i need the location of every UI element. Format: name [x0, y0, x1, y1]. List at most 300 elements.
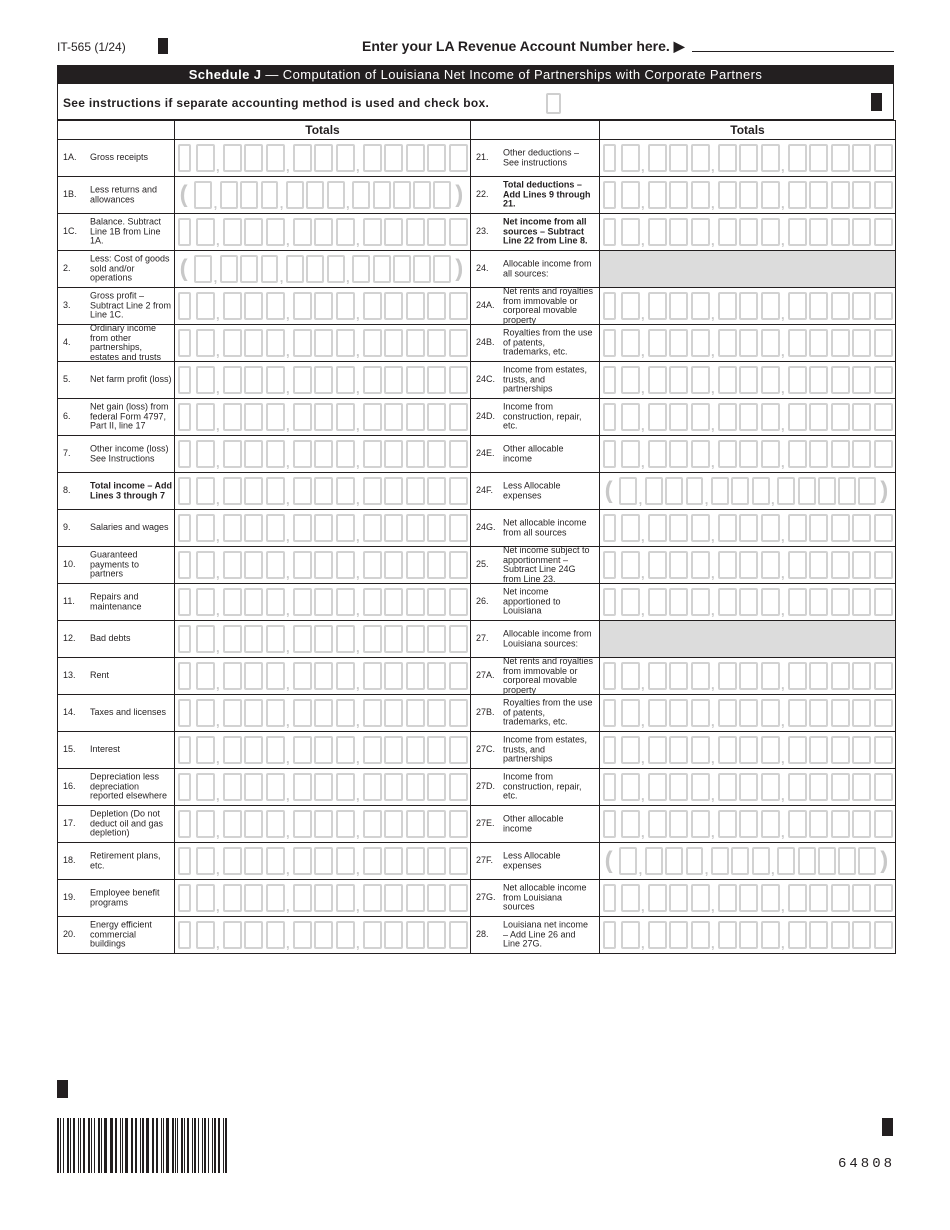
right-amount-field[interactable]: [600, 769, 895, 805]
barcode-bar: [104, 1118, 107, 1173]
right-line-label: [471, 917, 600, 954]
account-number-field[interactable]: [692, 51, 894, 52]
barcode-bar: [194, 1118, 197, 1173]
right-amount-cell: [600, 473, 896, 510]
right-amount-field[interactable]: [600, 547, 895, 583]
left-line-label: [58, 621, 175, 658]
line-description: Interest: [90, 744, 121, 755]
barcode-bar: [142, 1118, 144, 1173]
right-amount-cell: [600, 769, 896, 806]
barcode-bar: [131, 1118, 132, 1173]
line-description: Net rents and royalties from immovable or corporeal movable property: [503, 285, 594, 325]
right-amount-cell: [600, 288, 896, 325]
barcode-bar: [111, 1118, 113, 1173]
barcode-bar: [198, 1118, 199, 1173]
form-code: 64808: [838, 1156, 896, 1172]
left-line-label: [58, 473, 175, 510]
form-row: [58, 399, 896, 436]
right-totals-header: Totals: [600, 121, 896, 140]
left-amount-field[interactable]: ( , , , ): [175, 177, 470, 213]
barcode-bar: [192, 1118, 193, 1173]
line-number: 27F.: [476, 855, 494, 866]
line-description: Other income (loss) See Instructions: [90, 443, 169, 463]
barcode-bar: [181, 1118, 183, 1173]
left-line-label: [58, 732, 175, 769]
left-amount-field[interactable]: [175, 140, 470, 176]
left-amount-field[interactable]: [175, 362, 470, 398]
right-line-label: [471, 325, 600, 362]
barcode-bar: [88, 1118, 91, 1173]
barcode-bar: [73, 1118, 75, 1173]
barcode-bar: [177, 1118, 178, 1173]
line-number: 1A.: [63, 152, 77, 163]
barcode-bar: [94, 1118, 95, 1173]
right-line-label: [471, 473, 600, 510]
schedule-title-bold: Schedule J: [188, 67, 262, 82]
barcode-bar: [110, 1118, 111, 1173]
right-line-label: [471, 806, 600, 843]
line-description: Gross receipts: [90, 152, 149, 163]
line-description: Louisiana net income – Add Line 26 and Line 27G.: [503, 919, 589, 949]
line-number: 4.: [63, 337, 71, 348]
right-amount-field[interactable]: [600, 399, 895, 435]
left-amount-cell: [175, 177, 471, 214]
right-amount-field[interactable]: [600, 436, 895, 472]
right-line-label: [471, 251, 600, 288]
right-amount-field[interactable]: [600, 140, 895, 176]
right-line-label: [471, 880, 600, 917]
barcode-bar: [63, 1118, 64, 1173]
line-number: 21.: [476, 152, 489, 163]
left-amount-cell: [175, 362, 471, 399]
right-line-label: [471, 843, 600, 880]
shaded-cell: [600, 621, 896, 658]
barcode-bar: [153, 1118, 154, 1173]
left-amount-cell: [175, 806, 471, 843]
line-description: Allocable income from all sources:: [503, 258, 592, 278]
right-amount-field[interactable]: [600, 584, 895, 620]
line-number: 27B.: [476, 707, 495, 718]
barcode-bar: [223, 1118, 224, 1173]
barcode-bar: [146, 1118, 149, 1173]
left-amount-cell: [175, 769, 471, 806]
form-row: [58, 584, 896, 621]
registration-mark: [158, 38, 168, 54]
line-number: 3.: [63, 300, 71, 311]
right-amount-field[interactable]: [600, 325, 895, 361]
left-line-label: [58, 214, 175, 251]
barcode-bar: [125, 1118, 128, 1173]
form-row: [58, 658, 896, 695]
line-description: Net farm profit (loss): [90, 374, 172, 385]
line-description: Retirement plans, etc.: [90, 850, 161, 870]
line-number: 12.: [63, 633, 76, 644]
line-number: 24G.: [476, 522, 496, 533]
left-amount-field[interactable]: [175, 399, 470, 435]
form-row: [58, 436, 896, 473]
form-row: [58, 140, 896, 177]
barcode-bar: [202, 1118, 203, 1173]
right-amount-field[interactable]: [600, 510, 895, 546]
form-id: IT-565 (1/24): [57, 40, 126, 54]
right-amount-cell: [600, 362, 896, 399]
left-amount-field[interactable]: [175, 436, 470, 472]
left-line-label: [58, 806, 175, 843]
line-number: 27.: [476, 633, 489, 644]
right-amount-field[interactable]: [600, 880, 895, 916]
line-description: Royalties from the use of patents, trademarks, etc.: [503, 697, 593, 727]
barcode-bar: [218, 1118, 221, 1173]
barcode-bar: [83, 1118, 85, 1173]
form-row: [58, 769, 896, 806]
barcode-bar: [57, 1118, 59, 1173]
line-description: Depreciation less depreciation reported elsewhere: [90, 771, 168, 801]
right-amount-field[interactable]: [600, 732, 895, 768]
barcode-bar: [98, 1118, 100, 1173]
right-line-label: [471, 140, 600, 177]
line-number: 26.: [476, 596, 489, 607]
right-amount-field[interactable]: [600, 177, 895, 213]
right-amount-field[interactable]: [600, 288, 895, 324]
line-number: 24D.: [476, 411, 496, 422]
line-number: 24.: [476, 263, 489, 274]
left-line-label: [58, 362, 175, 399]
form-row: [58, 288, 896, 325]
line-description: Gross profit – Subtract Line 2 from Line 1C.: [90, 290, 172, 320]
left-amount-field[interactable]: [175, 917, 470, 953]
right-amount-cell: [600, 658, 896, 695]
form-row: [58, 510, 896, 547]
left-amount-cell: [175, 880, 471, 917]
barcode-bar: [152, 1118, 153, 1173]
line-number: 27D.: [476, 781, 496, 792]
line-description: Total deductions – Add Lines 9 through 21.: [503, 179, 591, 209]
right-amount-cell: [600, 436, 896, 473]
left-line-label: [58, 140, 175, 177]
barcode: [57, 1118, 229, 1173]
line-description: Rent: [90, 670, 110, 681]
line-description: Balance. Subtract Line 1B from Line 1A.: [90, 216, 162, 246]
line-description: Repairs and maintenance: [90, 591, 142, 611]
form-row: [58, 214, 896, 251]
line-number: 6.: [63, 411, 71, 422]
right-line-label: [471, 436, 600, 473]
schedule-title: [57, 65, 894, 84]
line-number: 20.: [63, 929, 76, 940]
line-description: Guaranteed payments to partners: [90, 549, 140, 579]
left-amount-cell: [175, 732, 471, 769]
right-amount-field[interactable]: [600, 658, 895, 694]
left-amount-field[interactable]: [175, 658, 470, 694]
left-amount-field[interactable]: [175, 621, 470, 657]
left-amount-cell: [175, 843, 471, 880]
barcode-bar: [204, 1118, 206, 1173]
form-row: [58, 251, 896, 288]
form-row: [58, 917, 896, 954]
line-description: Income from estates, trusts, and partnerships: [503, 734, 588, 764]
line-description: Other deductions – See instructions: [503, 147, 580, 167]
left-totals-header: Totals: [175, 121, 471, 140]
line-description: Net gain (loss) from federal Form 4797, Part II, line 17: [90, 401, 169, 431]
line-number: 7.: [63, 448, 71, 459]
line-description: Net allocable income from Louisiana sources: [503, 882, 587, 912]
right-amount-field[interactable]: [600, 695, 895, 731]
left-amount-field[interactable]: [175, 769, 470, 805]
line-number: 24C.: [476, 374, 496, 385]
right-amount-cell: [600, 806, 896, 843]
line-number: 5.: [63, 374, 71, 385]
line-number: 8.: [63, 485, 71, 496]
right-amount-field[interactable]: ( , , , ): [600, 473, 895, 509]
line-description: Less Allocable expenses: [503, 480, 561, 500]
line-number: 11.: [63, 596, 75, 607]
line-number: 2.: [63, 263, 71, 274]
form-row: [58, 547, 896, 584]
left-amount-field[interactable]: ( , , , ): [175, 251, 470, 287]
line-number: 17.: [63, 818, 76, 829]
right-amount-cell: [600, 399, 896, 436]
left-line-label: [58, 584, 175, 621]
left-amount-field[interactable]: [175, 584, 470, 620]
barcode-bar: [60, 1118, 61, 1173]
right-amount-cell: [600, 547, 896, 584]
line-description: Less Allocable expenses: [503, 850, 561, 870]
form-row: [58, 806, 896, 843]
right-amount-cell: [600, 695, 896, 732]
line-description: Taxes and licenses: [90, 707, 167, 718]
right-amount-cell: [600, 510, 896, 547]
left-amount-field[interactable]: [175, 843, 470, 879]
line-description: Income from construction, repair, etc.: [503, 401, 582, 431]
left-amount-cell: [175, 251, 471, 288]
left-amount-field[interactable]: [175, 880, 470, 916]
header-spacer: [471, 121, 600, 140]
separate-accounting-note: See instructions if separate accounting method is used and check box.: [63, 96, 490, 110]
line-description: Less: Cost of goods sold and/or operations: [90, 253, 170, 283]
registration-mark: [871, 93, 882, 111]
left-amount-field[interactable]: [175, 695, 470, 731]
left-line-label: [58, 658, 175, 695]
line-number: 18.: [63, 855, 76, 866]
right-amount-field[interactable]: [600, 214, 895, 250]
line-description: Royalties from the use of patents, trademarks, etc.: [503, 327, 593, 357]
line-number: 24F.: [476, 485, 494, 496]
line-number: 14.: [63, 707, 76, 718]
line-description: Other allocable income: [503, 813, 564, 833]
line-number: 22.: [476, 189, 489, 200]
barcode-bar: [101, 1118, 102, 1173]
line-description: Net income apportioned to Louisiana: [503, 586, 561, 616]
line-number: 24E.: [476, 448, 495, 459]
line-description: Income from construction, repair, etc.: [503, 771, 582, 801]
line-number: 25.: [476, 559, 489, 570]
line-description: Employee benefit programs: [90, 887, 160, 907]
left-amount-field[interactable]: [175, 510, 470, 546]
right-amount-cell: [600, 325, 896, 362]
right-amount-cell: [600, 917, 896, 954]
left-amount-cell: [175, 695, 471, 732]
left-amount-cell: [175, 140, 471, 177]
left-amount-cell: [175, 473, 471, 510]
line-number: 1C.: [63, 226, 78, 237]
form-row: [58, 880, 896, 917]
line-description: Net income from all sources – Subtract Line 22 from Line 8.: [503, 216, 588, 246]
line-number: 1B.: [63, 189, 77, 200]
barcode-bar: [212, 1118, 213, 1173]
barcode-bar: [91, 1118, 92, 1173]
right-line-label: [471, 362, 600, 399]
left-amount-cell: [175, 436, 471, 473]
registration-mark: [882, 1118, 893, 1136]
right-amount-cell: [600, 177, 896, 214]
left-amount-cell: [175, 547, 471, 584]
line-description: Less returns and allowances: [90, 184, 158, 204]
schedule-j-table: [57, 120, 896, 954]
right-amount-field[interactable]: [600, 806, 895, 842]
left-amount-field[interactable]: [175, 214, 470, 250]
left-line-label: [58, 769, 175, 806]
left-amount-field[interactable]: [175, 732, 470, 768]
form-row: [58, 843, 896, 880]
account-number-prompt: Enter your LA Revenue Account Number here. ▶: [362, 38, 685, 54]
line-number: 27G.: [476, 892, 496, 903]
left-amount-cell: [175, 325, 471, 362]
form-row: [58, 177, 896, 214]
barcode-bar: [140, 1118, 141, 1173]
barcode-bar: [225, 1118, 227, 1173]
line-description: Bad debts: [90, 633, 131, 644]
left-amount-cell: [175, 584, 471, 621]
right-line-label: [471, 399, 600, 436]
line-number: 24A.: [476, 300, 495, 311]
barcode-bar: [135, 1118, 137, 1173]
right-line-label: [471, 510, 600, 547]
left-line-label: [58, 177, 175, 214]
line-description: Energy efficient commercial buildings: [90, 919, 152, 949]
line-number: 27A.: [476, 670, 495, 681]
barcode-bar: [163, 1118, 164, 1173]
left-line-label: [58, 695, 175, 732]
left-amount-cell: [175, 917, 471, 954]
right-line-label: [471, 285, 600, 325]
right-line-label: [471, 544, 600, 584]
right-amount-field[interactable]: [600, 362, 895, 398]
line-description: Net allocable income from all sources: [503, 517, 587, 537]
shaded-cell: [600, 251, 896, 288]
form-row: [58, 732, 896, 769]
left-line-label: [58, 547, 175, 584]
right-line-label: [471, 584, 600, 621]
left-amount-field[interactable]: [175, 325, 470, 361]
line-description: Net income subject to apportionment – Subtract Line 24G from Line 23.: [503, 544, 590, 584]
line-description: Salaries and wages: [90, 522, 169, 533]
form-row: [58, 325, 896, 362]
left-amount-field[interactable]: [175, 473, 470, 509]
barcode-bar: [175, 1118, 176, 1173]
line-description: Other allocable income: [503, 443, 564, 463]
left-amount-field[interactable]: [175, 806, 470, 842]
line-description: Ordinary income from other partnerships, estates and trusts: [90, 322, 162, 362]
left-amount-cell: [175, 510, 471, 547]
left-amount-cell: [175, 621, 471, 658]
separate-accounting-checkbox[interactable]: [546, 93, 561, 114]
barcode-bar: [166, 1118, 169, 1173]
left-line-label: [58, 288, 175, 325]
left-line-label: [58, 880, 175, 917]
left-amount-field[interactable]: [175, 547, 470, 583]
line-number: 16.: [63, 781, 76, 792]
left-amount-cell: [175, 214, 471, 251]
right-line-label: [471, 177, 600, 214]
right-amount-field[interactable]: [600, 917, 895, 953]
barcode-bar: [70, 1118, 71, 1173]
line-description: Income from estates, trusts, and partnerships: [503, 364, 588, 394]
left-line-label: [58, 436, 175, 473]
line-description: Net rents and royalties from immovable or corporeal movable property: [503, 655, 594, 695]
left-amount-cell: [175, 399, 471, 436]
line-number: 27C.: [476, 744, 496, 755]
form-row: [58, 473, 896, 510]
barcode-bar: [80, 1118, 81, 1173]
line-number: 15.: [63, 744, 76, 755]
left-line-label: [58, 917, 175, 954]
right-amount-field[interactable]: ( , , , ): [600, 843, 895, 879]
line-number: 27E.: [476, 818, 495, 829]
form-row: [58, 362, 896, 399]
right-line-label: [471, 214, 600, 251]
barcode-bar: [67, 1118, 70, 1173]
barcode-bar: [132, 1118, 133, 1173]
left-line-label: [58, 399, 175, 436]
left-line-label: [58, 251, 175, 288]
right-line-label: [471, 695, 600, 732]
right-line-label: [471, 621, 600, 658]
registration-mark: [57, 1080, 68, 1098]
right-amount-cell: [600, 843, 896, 880]
right-line-label: [471, 769, 600, 806]
line-description: Allocable income from Louisiana sources:: [503, 628, 592, 648]
right-amount-cell: [600, 140, 896, 177]
barcode-bar: [122, 1118, 123, 1173]
line-number: 13.: [63, 670, 76, 681]
line-number: 9.: [63, 522, 71, 533]
barcode-bar: [115, 1118, 117, 1173]
schedule-title-rest: — Computation of Louisiana Net Income of Partnerships with Corporate Partners: [261, 67, 763, 82]
line-number: 24B.: [476, 337, 495, 348]
form-row: [58, 695, 896, 732]
right-amount-cell: [600, 880, 896, 917]
barcode-bar: [161, 1118, 162, 1173]
right-amount-cell: [600, 732, 896, 769]
barcode-bar: [214, 1118, 216, 1173]
line-number: 23.: [476, 226, 489, 237]
barcode-bar: [78, 1118, 79, 1173]
barcode-bar: [187, 1118, 189, 1173]
right-amount-cell: [600, 214, 896, 251]
barcode-bar: [184, 1118, 185, 1173]
line-number: 10.: [63, 559, 76, 570]
right-line-label: [471, 732, 600, 769]
left-amount-field[interactable]: [175, 288, 470, 324]
left-line-label: [58, 510, 175, 547]
right-amount-cell: [600, 584, 896, 621]
right-line-label: [471, 655, 600, 695]
left-amount-cell: [175, 658, 471, 695]
barcode-bar: [208, 1118, 209, 1173]
barcode-bar: [172, 1118, 174, 1173]
line-number: 28.: [476, 929, 489, 940]
line-description: Depletion (Do not deduct oil and gas depletion): [90, 808, 164, 838]
